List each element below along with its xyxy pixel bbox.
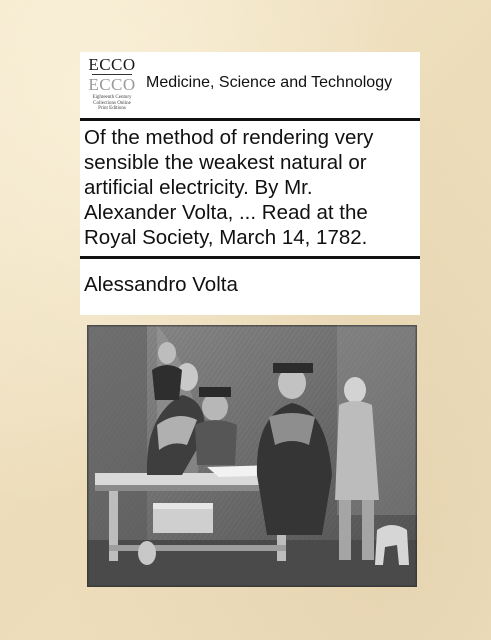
series-header (80, 52, 420, 118)
book-title (84, 125, 418, 250)
title-line: sensible the weakest natural or (84, 151, 367, 174)
ecco-logo (86, 56, 138, 112)
logo-sub-line: Collections Online (93, 100, 131, 106)
engraving-image (87, 325, 417, 587)
book-author: Alessandro Volta (84, 273, 238, 296)
title-line: Royal Society, March 14, 1782. (84, 226, 368, 249)
series-title: Medicine, Science and Technology (146, 74, 393, 91)
logo-text-bottom: ECCO (88, 75, 136, 94)
logo-text-top: ECCO (88, 55, 136, 74)
logo-sub-line: Eighteenth Century (92, 95, 132, 100)
title-line: Alexander Volta, ... Read at the (84, 201, 368, 224)
title-panel (80, 121, 420, 256)
logo-subtitle (86, 95, 138, 112)
cover-illustration (87, 325, 417, 587)
logo-sub-line: Print Editions (98, 106, 126, 111)
author-panel (80, 259, 420, 315)
title-line: Of the method of rendering very (84, 126, 374, 149)
title-line: artificial electricity. By Mr. (84, 176, 313, 199)
